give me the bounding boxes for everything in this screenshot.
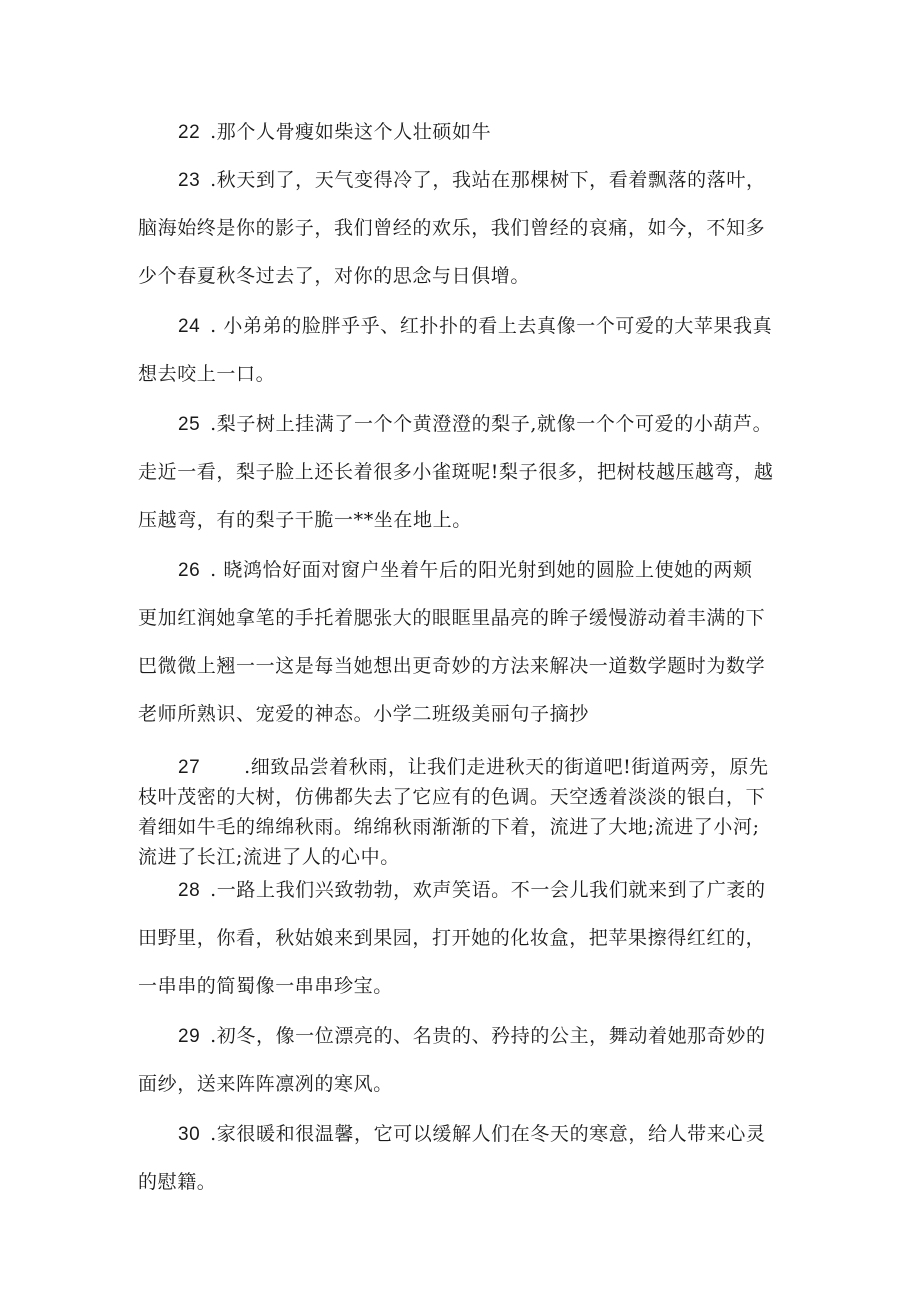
sentence-text: .细致品尝着秋雨，让我们走进秋天的街道吧!街道两旁，原先 — [244, 756, 769, 778]
sentence-line — [138, 108, 782, 156]
sentence-line — [138, 1110, 782, 1158]
sentence-line — [138, 866, 782, 914]
sentence-line: 枝叶茂密的大树，仿佛都失去了它应有的色调。天空透着淡淡的银白，下 — [138, 786, 766, 808]
sentence-line: 更加红润她拿笔的手托着腮张大的眼眶里晶亮的眸子缓慢游动着丰满的下 — [138, 607, 766, 629]
sentence-29 — [138, 1012, 782, 1108]
sentence-number: 30 — [178, 1124, 201, 1145]
sentence-line — [138, 752, 782, 782]
sentence-25 — [138, 400, 782, 544]
sentence-number: 22 — [178, 122, 201, 143]
sentence-27 — [138, 752, 782, 872]
sentence-line: 的慰籍。 — [138, 1171, 217, 1193]
sentence-line — [138, 302, 782, 350]
sentence-number: 25 — [178, 414, 201, 435]
sentence-24 — [138, 302, 782, 398]
sentence-line: 面纱，送来阵阵凛冽的寒风。 — [138, 1073, 393, 1095]
sentence-line — [138, 400, 782, 448]
sentence-22 — [138, 108, 782, 156]
sentence-line: 流进了长江;流进了人的心中。 — [138, 846, 400, 868]
sentence-line: 田野里，你看，秋姑娘来到果园，打开她的化妆盒，把苹果擦得红红的， — [138, 927, 766, 949]
sentence-text: .梨子树上挂满了一个个黄澄澄的梨子,就像一个个可爱的小葫芦。 — [210, 413, 773, 435]
sentence-text: .那个人骨瘦如柴这个人壮硕如牛 — [210, 121, 492, 143]
sentence-line: 老师所熟识、宠爱的神态。小学二班级美丽句子摘抄 — [138, 703, 589, 725]
sentence-text: .秋天到了，天气变得冷了，我站在那棵树下，看着飘落的落叶， — [210, 169, 766, 191]
sentence-number: 28 — [178, 880, 201, 901]
sentence-text: .家很暖和很温馨，它可以缓解人们在冬天的寒意，给人带来心灵 — [210, 1123, 766, 1145]
sentence-line — [138, 156, 782, 204]
sentence-text: .一路上我们兴致勃勃，欢声笑语。不一会儿我们就来到了广袤的 — [210, 879, 766, 901]
sentence-text: . 晓鸿恰好面对窗户坐着午后的阳光射到她的圆脸上使她的两颊 — [210, 559, 753, 581]
sentence-text: . 小弟弟的脸胖乎乎、红扑扑的看上去真像一个可爱的大苹果我真 — [210, 315, 773, 337]
sentence-number: 24 — [178, 316, 201, 337]
sentence-line: 脑海始终是你的影子，我们曾经的欢乐，我们曾经的哀痛，如今，不知多 — [138, 217, 766, 239]
sentence-line — [138, 1012, 782, 1060]
sentence-line — [138, 546, 782, 594]
sentence-line: 压越弯，有的梨子干脆一**坐在地上。 — [138, 509, 472, 531]
sentence-26 — [138, 546, 782, 738]
sentence-30 — [138, 1110, 782, 1206]
sentence-number: 26 — [178, 560, 201, 581]
sentence-line: 走近一看，梨子脸上还长着很多小雀斑呢!梨子很多，把树枝越压越弯，越 — [138, 461, 774, 483]
sentence-line: 少个春夏秋冬过去了，对你的思念与日俱增。 — [138, 265, 531, 287]
sentence-line: 着细如牛毛的绵绵秋雨。绵绵秋雨渐渐的下着，流进了大地;流进了小河; — [138, 816, 760, 838]
sentence-line: 一串串的简蜀像一串串珍宝。 — [138, 975, 393, 997]
sentence-28 — [138, 866, 782, 1010]
sentence-number: 27 — [178, 757, 201, 778]
sentence-number: 29 — [178, 1026, 201, 1047]
sentence-23 — [138, 156, 782, 300]
sentence-number: 23 — [178, 170, 201, 191]
sentence-line: 想去咬上一口。 — [138, 363, 276, 385]
sentence-line: 巴微微上翘一一这是每当她想出更奇妙的方法来解决一道数学题时为数学 — [138, 655, 766, 677]
sentence-text: .初冬，像一位漂亮的、名贵的、矜持的公主，舞动着她那奇妙的 — [210, 1025, 766, 1047]
